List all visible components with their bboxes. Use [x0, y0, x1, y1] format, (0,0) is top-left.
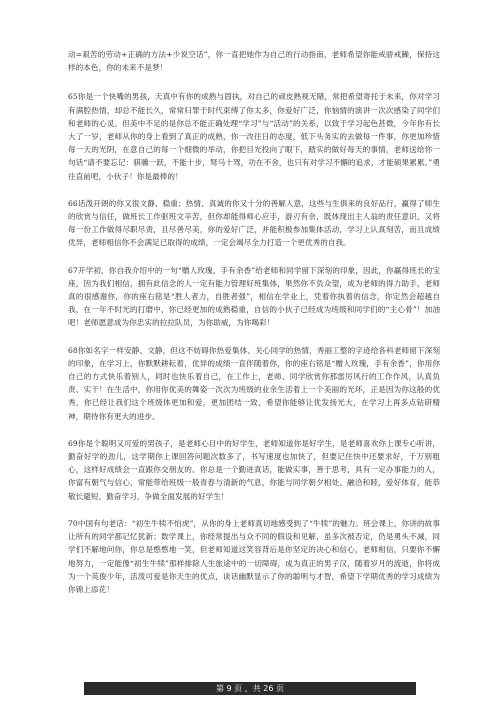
comment-paragraph: 70中国有句老话：“初生牛犊不怕虎”，从你的身上老师真切地感受到了“牛犊”的魅力。班会课上，你讲的故事让所有的同学都记忆犹新；数学课上，你经常提出与众不同的假设和见解，虽多次被否定，仍是勇头不减，同学们不解地问你，你总是憨憨地一笑，但老师知道这笑容背后是你坚定的决心和信心，老师相信，只要你不懈地努力，一定能像“初生牛犊”那样排除人生旅途中的一切障碍，成为真正的男子汉，随着岁月的流逝，你将成为一个英俊少年，活泼可爱是你天生的优点，谈话幽默显示了你的聪明与才智，希望下学期优秀的学习成绩为你锦上添花！: [68, 518, 440, 594]
comment-paragraph: 65你是一个快嘴的男孩，天真中有你的成熟与固执，对自己的顽皮熟视无睹，常把希望寄托于未来，你对学习有满腔热情，却总不能长久，常常归罪于时代束缚了你太多，你爱好广泛，你恼情的演讲一次次感染了同学们和老师的心灵。但美中不足的是你总不能正确处理“学习”与“活动”的关系，以致于学习起色甚微，今年你有长大了一岁，老师从你的身上看到了真正的成熟，你一改往日的态度，低下头务实的去做每一件事，你更加珍惜每一天的光阴，在意自己的每一个细微的举动，你把目光投向了眼下，踏实的做好每天的事情，老师送给你一句话“请不要忘记：骐骥一跃，不能十步，驽马十驾，功在不舍，也只有对学习不懈的追求，才能硕果累累。”勇往直前吧，小伙子！你是最棒的！: [68, 92, 440, 181]
page-footer: 第 9 页 ，共 26 页: [84, 682, 416, 695]
comment-paragraph: 68你如名字一样安静、文静，但这不妨碍你热爱集体、关心同学的热情，秀丽工整的字迹给各科老师留下深刻的印象，在学习上，你默默耕耘着，优异的成绩一直伴随着你，你的座右铭是“赠人玫瑰，手有余香”，你用你自己的方式快乐着别人，同时也快乐着自己，在工作上，老师、同学欣赏你那雷厉风行的工作作风，认真负责、实干！在生活中，你用你优美的舞姿一次次为班级的业余生活着上一个美丽的光环，正是因为你这般的优秀，你已经让我们这个班级体更加和爱，更加团结一致，希望你能够让优发扬光大，在学习上再多点钻研精神，期待你有更大的进步。: [68, 345, 440, 421]
comment-paragraph: 69你是个聪明又可爱的男孩子，是老师心目中的好学生，老师知道你是好学生，是老师喜欢你上课专心听讲，勤奋好学的劲儿，这学期你上课回答问题次数多了，书写速度也加快了，但要记住快中还要求好，千万别粗心，这样好成绩会一直跟你交朋友的。你总是一个勤进真话，能做实事，善于思考，具有一定办事能力的人，你富有朝气与信心，常能带给班级一般青春与清新的气息，你能与同学朝夕相处、融洽和睦，爱好体育，能恭敬长避短，勤奋学习，争做全面发展的好学生！: [68, 438, 440, 501]
comment-paragraph: 67开学初，你自我介绍中的一句“赠人玫瑰，手有余香”给老师和同学留下深刻的印象，因此，你赢得班长的宝座，因为我们相信，拥有此信念的人一定有能力管理好班集体，果然你不负众望，成为老师的得力助手，老师真的很感谢你，你的座右铭是“胜人者力，自胜者强”，相信在学业上，凭着你执着的信念，你定然会超越自我，在一年不时光的打磨中，你已经更加的成熟稳重，自信的小伙子已经成为班级和同学们的“主心骨”！加油吧！老师愿意成为你忠实的拉拉队员，为你助威，为你喝彩！: [68, 265, 440, 328]
comment-paragraph: 动=艰苦的劳动+正确的方法+少说空话”，你一直把她作为自己的行动指南，老师希望你能戒骄戒躁，保持这样的本色，你的未来不是梦！: [68, 50, 440, 73]
document-body: [68, 48, 440, 610]
comment-paragraph: 66话泼开朗的你又很文静、稳重；热情、真诚的你又十分的善解人意，这些与生俱来的良好品行，赢得了师生的欣赏与信任，做班长工作驱班文辛苦，但你却能得师心应手，游刃有余，既体现出主人翁的责任意识，又将每一份工作做得尽职尽责，且尽善尽美，你的爱好广泛，并能积极参加集体活动，学习上认真刻苦，而且成绩优异，老师相信你不会满足已取得的成绩，一定会竭尽全力打造一个更优秀的自我。: [68, 198, 440, 248]
